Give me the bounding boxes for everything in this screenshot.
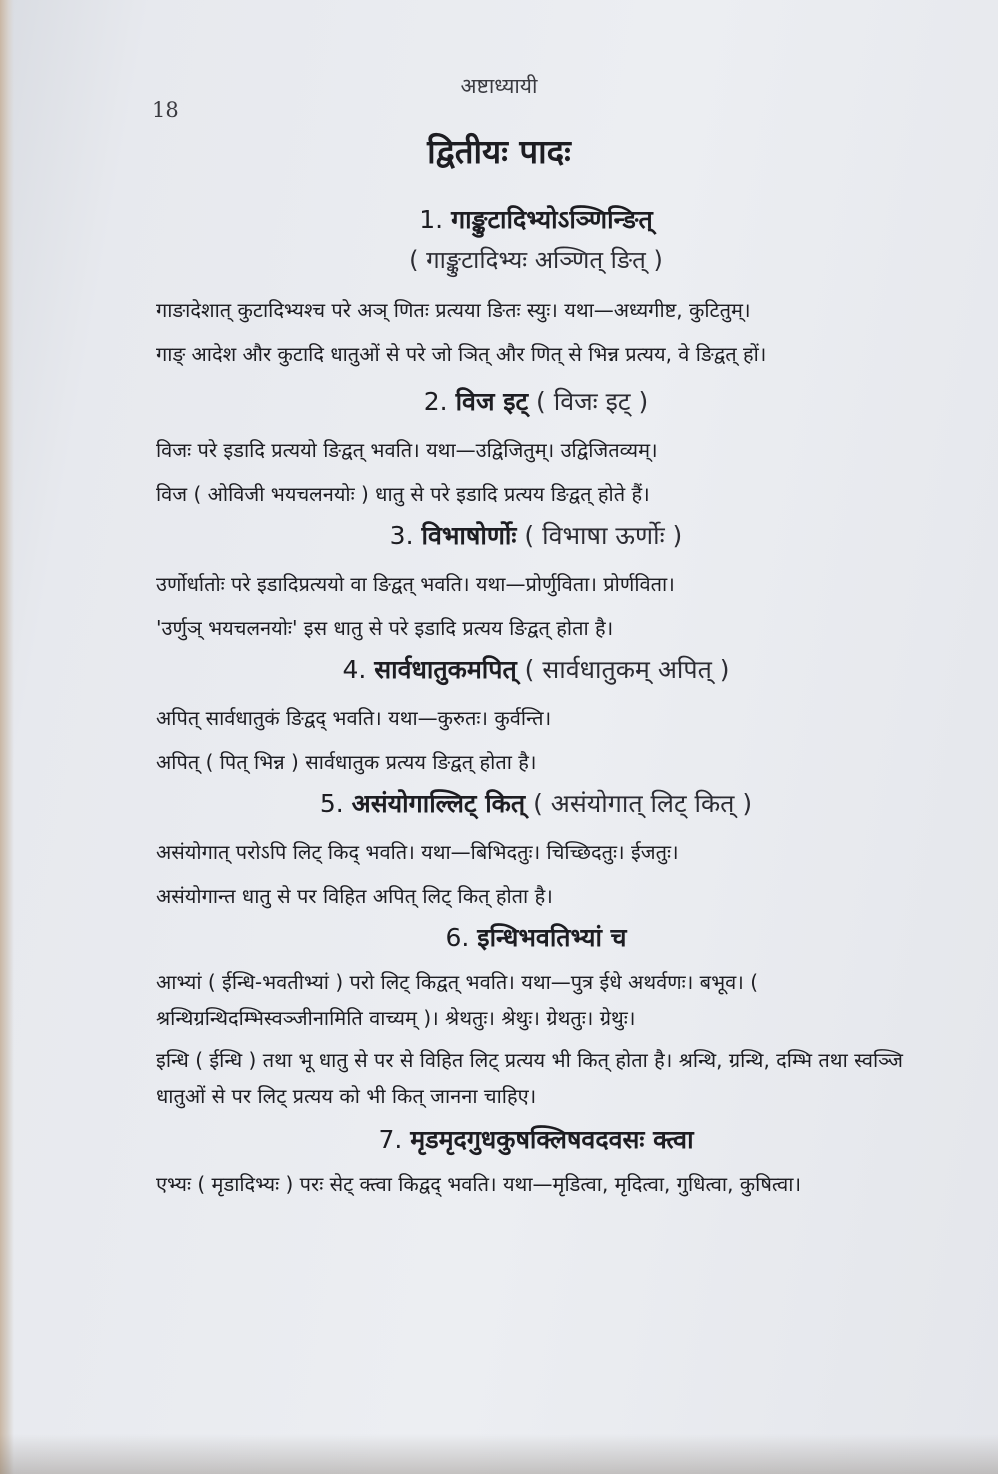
sutra-hindi-commentary: विज ( ओविजी भयचलनयोः ) धातु से परे इडादि प्रत्यय ङिद्वत् होते हैं।	[156, 482, 650, 506]
page-bottom-shadow	[0, 1434, 998, 1474]
sutra-name: सार्वधातुकमपित्	[374, 655, 517, 684]
sutra-sanskrit-commentary: असंयोगात् परोऽपि लिट् किद् भवति। यथा—बिभिदतुः। चिच्छिदतुः। ईजतुः।	[156, 840, 679, 864]
sutra-6	[156, 918, 916, 1114]
sutra-heading	[156, 1120, 916, 1160]
sutra-sanskrit-commentary: गाङादेशात् कुटादिभ्यश्च परे अञ् णितः प्रत्यया ङितः स्युः। यथा—अध्यगीष्ट, कुटितुम्।	[156, 298, 751, 322]
sutra-heading	[156, 200, 916, 240]
sutra-4	[156, 650, 916, 784]
sutra-heading	[156, 918, 916, 958]
page-number: 18	[152, 98, 179, 122]
sutra-padapatha: ( असंयोगात् लिट् कित् )	[533, 789, 753, 818]
sutra-name: विभाषोर्णोः	[421, 521, 517, 550]
sutra-padapatha: ( विभाषा ऊर्णोः )	[524, 521, 683, 550]
sutra-1	[156, 200, 916, 376]
sutra-2	[156, 382, 916, 516]
sutra-padapatha: ( विजः इट् )	[536, 387, 649, 416]
sutra-name: मृडमृदगुधकुषक्लिषवदवसः क्त्वा	[410, 1125, 694, 1154]
sutra-heading	[156, 382, 916, 422]
sutra-sanskrit-commentary: विजः परे इडादि प्रत्ययो ङिद्वत् भवति। यथा—उद्विजितुम्। उद्विजितव्यम्।	[156, 438, 658, 462]
sutra-hindi-commentary: 'उर्णुञ् भयचलनयोः' इस धातु से परे इडादि प्रत्यय ङिद्वत् होता है।	[156, 616, 614, 640]
running-head: अष्टाध्यायी	[460, 74, 538, 98]
sutra-sanskrit-commentary: एभ्यः ( मृडादिभ्यः ) परः सेट् क्त्वा किद्वद् भवति। यथा—मृडित्वा, मृदित्वा, गुधित्वा, कुषित्वा।	[156, 1172, 802, 1196]
sutra-hindi-commentary: इन्धि ( ईन्धि ) तथा भू धातु से पर से विहित लिट् प्रत्यय भी कित् होता है। श्रन्थि, ग्रन्थि, दम्भि तथा स्वञ्जि धातुओं से पर लिट् प्रत्यय को भी कित् जानना चाहिए।	[156, 1048, 904, 1108]
sutra-number: 1.	[419, 205, 444, 234]
sutra-hindi-commentary: गाङ् आदेश और कुटादि धातुओं से परे जो ञित् और णित् से भिन्न प्रत्यय, वे ङिद्वत् हों।	[156, 342, 767, 366]
sutra-number: 6.	[445, 923, 470, 952]
sutra-name: असंयोगाल्लिट् कित्	[351, 789, 526, 818]
sutra-hindi-commentary: अपित् ( पित् भिन्न ) सार्वधातुक प्रत्यय ङिद्वत् होता है।	[156, 750, 537, 774]
sutra-sanskrit-commentary: उर्णोर्धातोः परे इडादिप्रत्ययो वा ङिद्वत् भवति। यथा—प्रोर्णुविता। प्रोर्णविता।	[156, 572, 675, 596]
sutra-sanskrit-commentary: आभ्यां ( ईन्धि-भवतीभ्यां ) परो लिट् किद्वत् भवति। यथा—पुत्र ईधे अथर्वणः। बभूव। ( श्रन्थिग्रन्थिदम्भिस्वञ्जीनामिति वाच्यम् )। श्रेथतुः। श्रेथुः। ग्रेथतुः। ग्रेथुः।	[156, 970, 758, 1030]
sutra-sanskrit-commentary: अपित् सार्वधातुकं ङिद्वद् भवति। यथा—कुरुतः। कुर्वन्ति।	[156, 706, 552, 730]
sutra-5	[156, 784, 916, 918]
sutra-heading	[156, 516, 916, 556]
sutra-heading	[156, 650, 916, 690]
sutra-name: विज इट्	[455, 387, 529, 416]
sutra-number: 3.	[389, 521, 414, 550]
sutra-hindi-commentary: असंयोगान्त धातु से पर विहित अपित् लिट् कित् होता है।	[156, 884, 553, 908]
page-body	[156, 200, 916, 1202]
page-gutter	[0, 0, 14, 1474]
sutra-number: 4.	[342, 655, 367, 684]
sutra-3	[156, 516, 916, 650]
sutra-number: 7.	[378, 1125, 403, 1154]
sutra-number: 5.	[319, 789, 344, 818]
sutra-heading	[156, 784, 916, 824]
sutra-padapatha: ( सार्वधातुकम् अपित् )	[524, 655, 730, 684]
sutra-name: गाङ्कुटादिभ्योऽञ्णिन्ङित्	[451, 205, 653, 234]
chapter-title: द्वितीयः पादः	[427, 132, 571, 171]
sutra-7	[156, 1120, 916, 1202]
sutra-number: 2.	[423, 387, 448, 416]
sutra-padapatha: ( गाङ्कुटादिभ्यः अञ्णित् ङित् )	[409, 246, 663, 274]
sutra-name: इन्धिभवतिभ्यां च	[477, 923, 627, 952]
